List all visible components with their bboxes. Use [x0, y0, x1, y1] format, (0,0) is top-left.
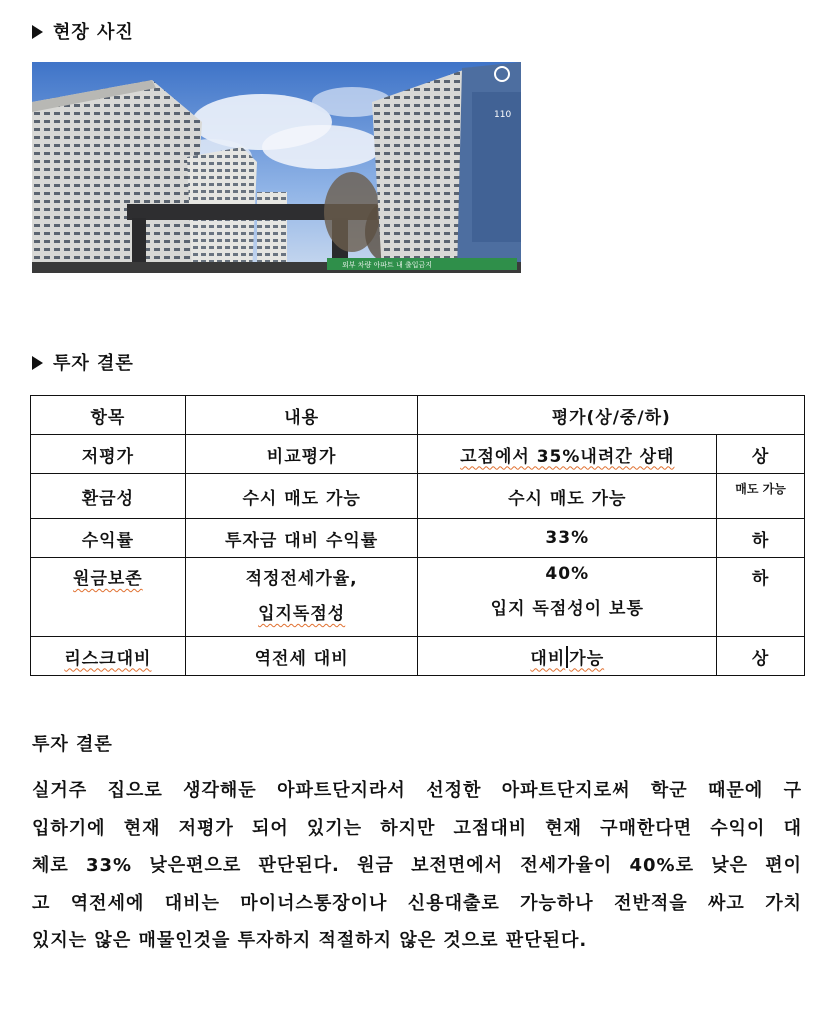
table-header-row: [31, 396, 805, 435]
cell-evaluation-line2: 입지 독점성이 보통: [490, 599, 644, 619]
header-content: 내용: [185, 396, 418, 435]
cell-evaluation-part1: 대비: [530, 648, 566, 669]
cell-content: 역전세 대비: [185, 637, 418, 676]
cell-item-text: 리스크대비: [64, 648, 152, 669]
conclusion-line: 있지는 않은 매물인것을 투자하지 적절하지 않은 것으로 판단된다.: [32, 930, 588, 951]
cell-grade: 상: [717, 435, 805, 474]
cell-evaluation-text: 고점에서 35%내려간 상태: [460, 446, 675, 467]
conclusion-line: 입하기에 현재 저평가 되어 있기는 하지만 고점대비 현재 구매한다면 수익이 대: [32, 817, 802, 839]
section-heading-photo-text: 현장 사진: [53, 22, 134, 43]
section-heading-conclusion: [32, 349, 134, 375]
cell-item-text: 원금보존: [73, 569, 143, 589]
table-row: [31, 637, 805, 676]
triangle-bullet-icon: [32, 25, 43, 39]
table-row: [31, 435, 805, 474]
cell-evaluation-line1: 40%: [545, 564, 590, 584]
cell-content: 수시 매도 가능: [185, 474, 418, 519]
cell-grade: 상: [717, 637, 805, 676]
cell-evaluation: 수시 매도 가능: [418, 474, 717, 519]
table-row: [31, 558, 805, 637]
header-evaluation: 평가(상/중/하): [418, 396, 805, 435]
cell-item: 환금성: [31, 474, 186, 519]
cell-content: [185, 558, 418, 637]
table-row: [31, 474, 805, 519]
triangle-bullet-icon: [32, 356, 43, 370]
section-heading-photo: [32, 18, 134, 44]
evaluation-table: [30, 395, 805, 676]
building-number-text: 110: [494, 110, 512, 120]
cell-evaluation-wrap: [530, 649, 604, 669]
conclusion-title: 투자 결론: [32, 734, 113, 755]
cell-content-line2: 입지독점성: [258, 604, 346, 624]
cell-item: 수익률: [31, 519, 186, 558]
cell-content: 비교평가: [185, 435, 418, 474]
apartment-photo-illustration: [32, 62, 521, 273]
cell-evaluation-part2: 가능: [569, 648, 605, 669]
cell-item: [31, 558, 186, 637]
section-heading-conclusion-text: 투자 결론: [53, 353, 134, 374]
cell-item: 저평가: [31, 435, 186, 474]
cell-grade: 매도 가능: [717, 474, 805, 519]
cell-item: [31, 637, 186, 676]
site-photo: [32, 62, 521, 273]
table-row: [31, 519, 805, 558]
sign-text: 외부 차량 아파트 내 출입금지: [342, 261, 433, 269]
conclusion-paragraph: [32, 772, 802, 960]
cell-evaluation: [418, 558, 717, 637]
cell-grade: 하: [717, 558, 805, 637]
text-cursor-icon: [566, 646, 568, 668]
conclusion-line: 체로 33% 낮은편으로 판단된다. 원금 보전면에서 전세가율이 40%로 낮은 편이: [32, 855, 802, 876]
cell-content-line2-wrap: [186, 599, 418, 624]
header-item: 항목: [31, 396, 186, 435]
cell-content: 투자금 대비 수익률: [185, 519, 418, 558]
cell-evaluation[interactable]: [418, 637, 717, 676]
cell-evaluation: 33%: [418, 519, 717, 558]
conclusion-line: 실거주 집으로 생각해둔 아파트단지라서 선정한 아파트단지로써 학군 때문에 구: [32, 780, 802, 801]
conclusion-line: 고 역전세에 대비는 마이너스통장이나 신용대출로 가능하나 전반적을 싸고 가치: [32, 892, 802, 914]
cell-grade: 하: [717, 519, 805, 558]
cell-content-line1: 적정전세가율,: [245, 569, 358, 589]
cell-evaluation: [418, 435, 717, 474]
